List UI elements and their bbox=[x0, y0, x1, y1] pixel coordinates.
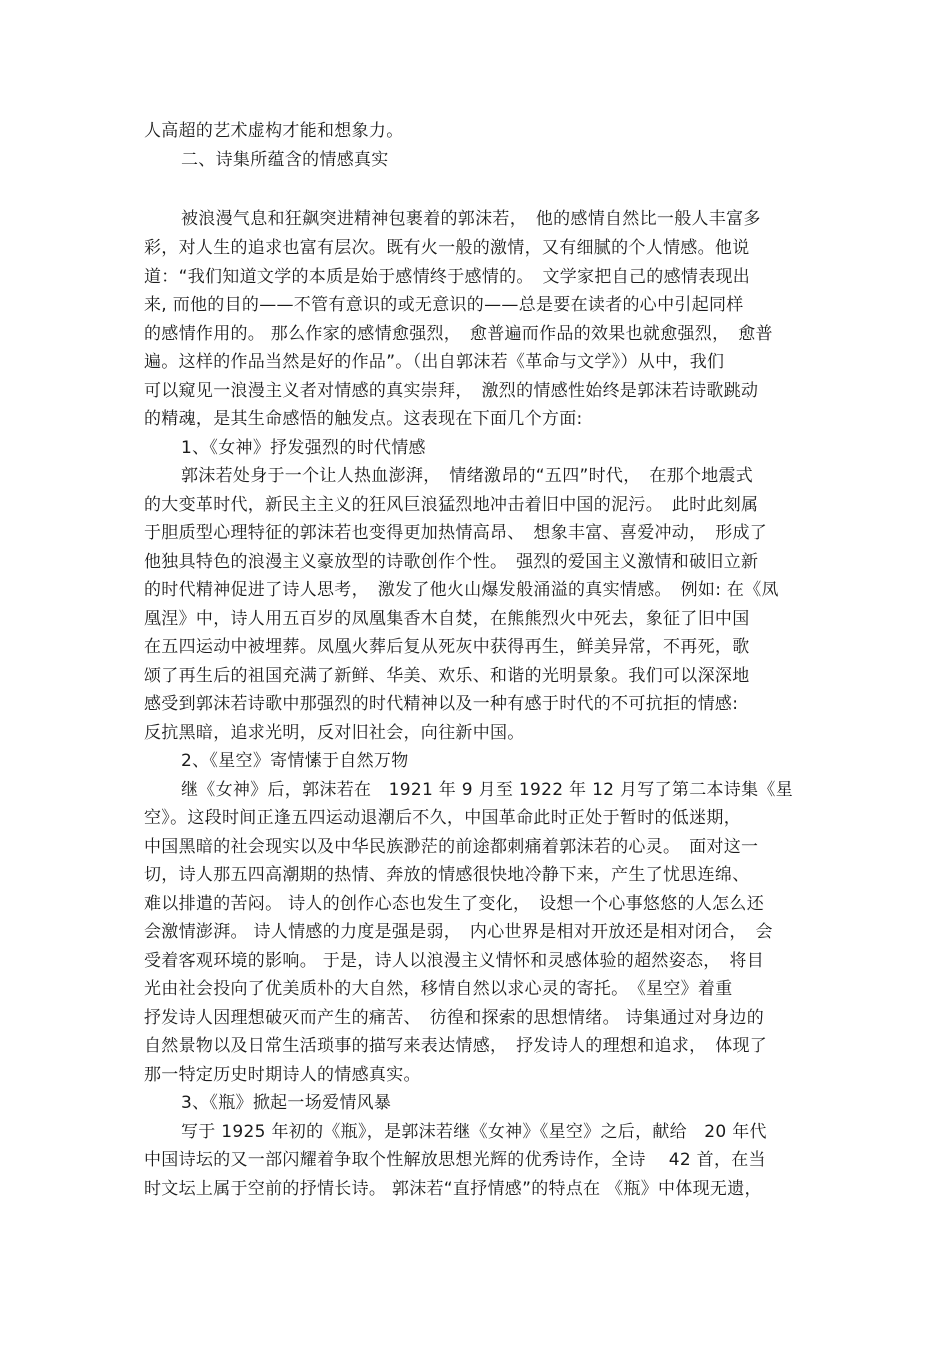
intro-line: 彩，对人生的追求也富有层次。既有火一般的激情，又有细腻的个人情感。他说 bbox=[144, 238, 750, 258]
sub2-line: 切，诗人那五四高潮期的热情、奔放的情感很快地冷静下来，产生了忧思连绵、 bbox=[144, 865, 750, 885]
sub1-line: 在五四运动中被埋葬。凤凰火葬后复从死灰中获得再生，鲜美异常，不再死，歌 bbox=[144, 637, 750, 657]
sub2-heading: 2、《星空》寄情愫于自然万物 bbox=[181, 751, 409, 771]
sub3-line: 时文坛上属于空前的抒情长诗。 郭沫若“直抒情感”的特点在 《瓶》中体现无遗， bbox=[144, 1179, 762, 1199]
intro-line: 道：“我们知道文学的本质是始于感情终于感情的。 文学家把自己的感情表现出 bbox=[144, 267, 751, 287]
intro-line: 的感情作用的。 那么作家的感情愈强烈， 愈普遍而作品的效果也就愈强烈， 愈普 bbox=[144, 324, 773, 344]
sub2-line: 会激情澎湃。 诗人情感的力度是强是弱， 内心世界是相对开放还是相对闭合， 会 bbox=[144, 922, 773, 942]
sub2-line: 光由社会投向了优美质朴的大自然，移情自然以求心灵的寄托。 《星空》着重 bbox=[144, 979, 733, 999]
top-line: 人高超的艺术虚构才能和想象力。 bbox=[144, 121, 404, 141]
intro-line: 遍。这样的作品当然是好的作品”。（出自郭沫若《革命与文学》）从中，我们 bbox=[144, 352, 725, 372]
sub1-line: 于胆质型心理特征的郭沫若也变得更加热情高昂、 想象丰富、喜爱冲动， 形成了 bbox=[144, 523, 768, 543]
section-heading: 二、诗集所蕴含的情感真实 bbox=[181, 150, 389, 170]
sub1-line: 的时代精神促进了诗人思考， 激发了他火山爆发般涌溢的真实情感。 例如: 在《凤 bbox=[144, 580, 779, 600]
sub2-line: 受着客观环境的影响。 于是，诗人以浪漫主义情怀和灵感体验的超然姿态， 将目 bbox=[144, 951, 765, 971]
sub1-line: 的大变革时代，新民主主义的狂风巨浪猛烈地冲击着旧中国的泥污。 此时此刻属 bbox=[144, 495, 759, 515]
intro-line: 可以窥见一浪漫主义者对情感的真实崇拜， 激烈的情感性始终是郭沫若诗歌跳动 bbox=[144, 381, 759, 401]
intro-line: 来, 而他的目的——不管有意识的或无意识的——总是要在读者的心中引起同样 bbox=[144, 295, 744, 315]
sub2-line: 那一特定历史时期诗人的情感真实。 bbox=[144, 1065, 421, 1085]
intro-line: 被浪漫气息和狂飙突进精神包裹着的郭沫若， 他的感情自然比一般人丰富多 bbox=[181, 209, 761, 229]
sub1-line: 凰涅》中，诗人用五百岁的凤凰集香木自焚，在熊熊烈火中死去，象征了旧中国 bbox=[144, 609, 750, 629]
sub2-line: 中国黑暗的社会现实以及中华民族渺茫的前途都刺痛着郭沫若的心灵。 面对这一 bbox=[144, 837, 759, 857]
sub1-line: 颂了再生后的祖国充满了新鲜、华美、欢乐、和谐的光明景象。我们可以深深地 bbox=[144, 666, 750, 686]
sub3-line: 写于 1925 年初的《瓶》，是郭沫若继《女神》《星空》之后，献给 20 年代 bbox=[181, 1122, 767, 1142]
sub1-line: 反抗黑暗，追求光明，反对旧社会，向往新中国。 bbox=[144, 723, 525, 743]
sub1-line: 他独具特色的浪漫主义豪放型的诗歌创作个性。 强烈的爱国主义激情和破旧立新 bbox=[144, 552, 759, 572]
sub1-line: 郭沫若处身于一个让人热血澎湃， 情绪激昂的“五四”时代， 在那个地震式 bbox=[181, 466, 754, 486]
sub2-line: 继《女神》后，郭沫若在 1921 年 9 月至 1922 年 12 月写了第二本诗集《星 bbox=[181, 780, 793, 800]
sub2-line: 空》。这段时间正逢五四运动退潮后不久，中国革命此时正处于暂时的低迷期， bbox=[144, 808, 741, 828]
sub2-line: 自然景物以及日常生活琐事的描写来表达情感， 抒发诗人的理想和追求， 体现了 bbox=[144, 1036, 768, 1056]
intro-line: 的精魂，是其生命感悟的触发点。这表现在下面几个方面: bbox=[144, 409, 583, 429]
sub3-heading: 3、《瓶》掀起一场爱情风暴 bbox=[181, 1093, 392, 1113]
sub2-line: 难以排遣的苦闷。 诗人的创作心态也发生了变化， 设想一个心事悠悠的人怎么还 bbox=[144, 894, 765, 914]
sub3-line: 中国诗坛的又一部闪耀着争取个性解放思想光辉的优秀诗作，全诗 42 首，在当 bbox=[144, 1150, 766, 1170]
sub2-line: 抒发诗人因理想破灭而产生的痛苦、 彷徨和探索的思想情绪。 诗集通过对身边的 bbox=[144, 1008, 765, 1028]
sub1-line: 感受到郭沫若诗歌中那强烈的时代精神以及一种有感于时代的不可抗拒的情感: bbox=[144, 694, 739, 714]
sub1-heading: 1、《女神》抒发强烈的时代情感 bbox=[181, 438, 426, 458]
